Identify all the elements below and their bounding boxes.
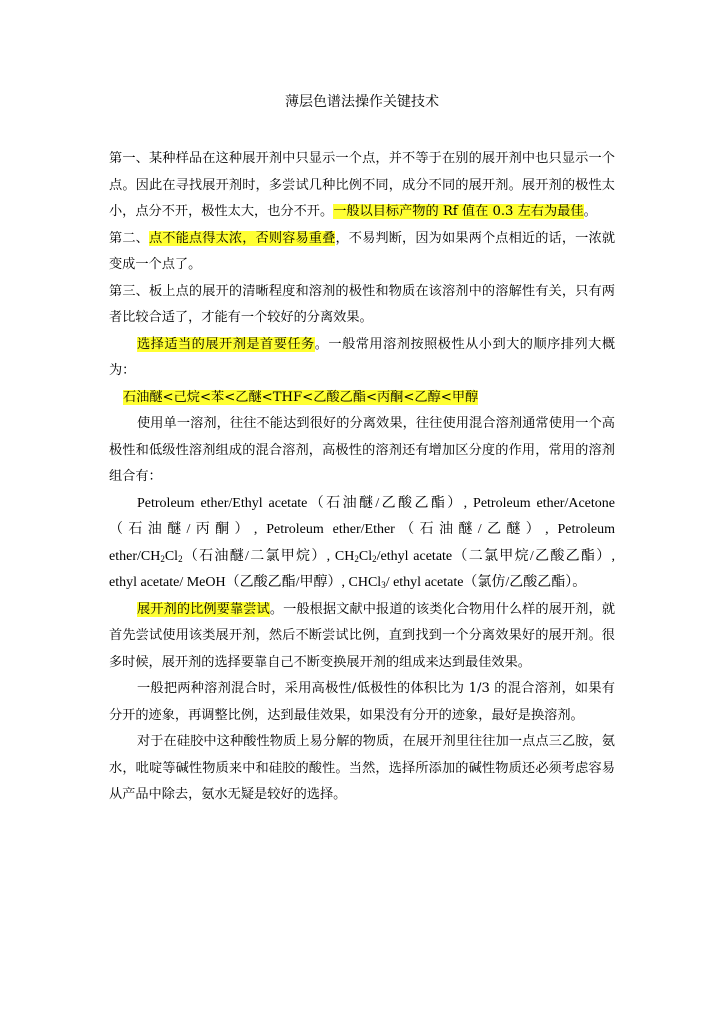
subscript: 2 (178, 553, 183, 564)
paragraph-text: 。一般常用溶剂按照极性从小到大的顺序排列大概为： (109, 336, 616, 378)
combo-text: ethyl acetate/ MeOH（乙酸乙酯/甲醇）, CHCl (109, 575, 382, 590)
subscript: 2 (372, 553, 377, 564)
paragraph-eighth: 对于在硅胶中这种酸性物质上易分解的物质，在展开剂里往往加一点点三乙胺，氨水，吡啶等碱性物质来中和硅胶的酸性。当然，选择所添加的碱性物质还必须考虑容易从产品中除去，氨水无疑是较好的选择。 (109, 734, 615, 802)
highlight-spot-concentration: 点不能点得太浓，否则容易重叠 (148, 230, 336, 246)
combo-text: Cl (164, 548, 179, 564)
highlight-choose-solvent: 选择适当的展开剂是首要任务 (137, 336, 315, 352)
polarity-sequence-line (109, 385, 615, 412)
document-body (109, 146, 615, 809)
paragraph-seventh: 一般把两种溶剂混合时，采用高极性/低极性的体积比为 1/3 的混合溶剂，如果有分开的迹象，再调整比例，达到最佳效果，如果没有分开的迹象，最好是换溶剂。 (109, 681, 615, 723)
paragraph-first (109, 146, 615, 226)
paragraph-text: ，不易判断，因为如果两个点相近的话，一浓就变成一个点了。 (109, 230, 616, 272)
paragraph-text: 第一、某种样品在这种展开剂中只显示一个点，并不等于在别的展开剂中也只显示一个点。因此在寻找展开剂时，多尝试几种比例不同，成分不同的展开剂。展开剂的极性太小，点分不开，极性太大，也分不开。 (109, 151, 615, 219)
combo-text: ether/CH (109, 548, 161, 564)
subscript: 2 (160, 553, 165, 564)
highlight-polarity-sequence: 石油醚<己烷<苯<乙醚<THF<乙酸乙酯<丙酮<乙醇<甲醇 (123, 389, 479, 405)
paragraph-fifth: 使用单一溶剂，往往不能达到很好的分离效果，往往使用混合溶剂通常使用一个高极性和低级性溶剂组成的混合溶剂，高极性的溶剂还有增加区分度的作用，常用的溶剂组合有： (109, 416, 615, 484)
subscript: 3 (381, 580, 386, 590)
solvent-combo-line-1: Petroleum ether/Ethyl acetate（石油醚/乙酸乙酯）, Petroleum ether/Acetone (137, 495, 615, 511)
page-title: 薄层色谱法操作关键技术 (285, 94, 439, 110)
solvent-combo-line-4 (109, 570, 615, 597)
combo-text: Cl (358, 548, 373, 564)
highlight-rf-value: 一般以目标产物的 Rf 值在 0.3 左右为最佳 (333, 204, 584, 219)
paragraph-fourth (109, 332, 615, 385)
paragraph-sixth (109, 597, 615, 677)
paragraph-third: 第三、板上点的展开的清晰程度和溶剂的极性和物质在该溶剂中的溶解性有关，只有两者比较合适了，才能有一个较好的分离效果。 (109, 283, 615, 325)
subscript: 2 (354, 553, 359, 564)
solvent-combo-line-3 (109, 544, 615, 571)
combo-text: /ethyl acetate（二氯甲烷/乙酸乙酯）, (376, 548, 615, 564)
combo-text: （石油醚/二氯甲烷）, CH (182, 548, 355, 564)
paragraph-text: 。一般根据文献中报道的该类化合物用什么样的展开剂，就首先尝试使用该类展开剂，然后不断尝试比例，直到找到一个分离效果好的展开剂。很多时候，展开剂的选择要靠自己不断变换展开剂的组成来达到最佳效果。 (109, 601, 616, 670)
combo-text: / ethyl acetate（氯仿/乙酸乙酯）。 (385, 575, 587, 590)
paragraph-end-mark: 。 (583, 204, 597, 219)
highlight-ratio-trial: 展开剂的比例要靠尝试 (137, 601, 270, 617)
paragraph-second (109, 226, 615, 279)
paragraph-prefix: 第二、 (109, 230, 149, 246)
solvent-combo-line-2: （石油醚/丙酮）, Petroleum ether/Ether（石油醚/乙醚）, Petroleum (109, 522, 615, 537)
